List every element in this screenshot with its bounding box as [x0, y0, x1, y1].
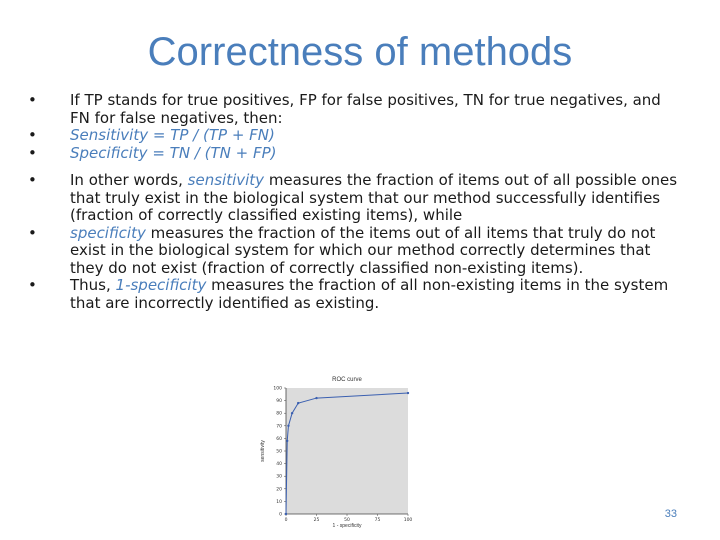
page-number: 33	[664, 508, 677, 520]
roc-data-point	[297, 402, 299, 404]
y-tick-label: 70	[276, 424, 282, 430]
bullet-definitions	[28, 92, 678, 127]
y-tick-label: 30	[276, 474, 282, 480]
slide-title: Correctness of methods	[147, 30, 573, 74]
one-minus-specificity-term: 1-specificity	[115, 276, 207, 294]
y-tick-label: 40	[276, 462, 282, 468]
y-tick-label: 60	[276, 436, 282, 442]
bullet-specificity-formula	[28, 145, 678, 163]
bullet-text: If TP stands for true positives, FP for false positives, TN for true negatives, and FN for false negatives, then:	[70, 91, 661, 127]
x-tick-label: 50	[344, 518, 350, 523]
bullet-sensitivity-explanation	[28, 172, 678, 225]
x-axis-label: 1 - specificity	[332, 523, 362, 528]
roc-data-point	[286, 440, 288, 442]
bullet-text: measures the fraction of items out of all possible ones that truly exist in the biological system that our method successfully identifies (fraction of correctly classified existing items), while	[70, 171, 678, 224]
bullet-dot-icon: •	[28, 223, 37, 242]
bullet-one-minus-specificity	[28, 277, 678, 312]
roc-data-point	[287, 425, 289, 427]
y-axis-label: sensitivity	[260, 440, 266, 462]
bullet-dot-icon: •	[28, 276, 37, 294]
bullet-sensitivity-formula	[28, 127, 678, 145]
roc-data-point	[315, 397, 317, 399]
bullet-list	[28, 92, 678, 312]
plot-area	[286, 388, 408, 514]
bullet-text: measures the fraction of the items out of all items that truly do not exist in the biological system for which our method correctly determines that they do not exist (fraction of correctly classified non-existing items).	[70, 223, 656, 277]
y-tick-label: 100	[273, 386, 282, 392]
bullet-dot-icon: •	[28, 171, 37, 189]
x-tick-label: 75	[374, 518, 381, 523]
roc-data-point	[291, 412, 293, 414]
bullet-text: In other words,	[70, 171, 188, 189]
bullet-dot-icon: •	[28, 126, 37, 144]
chart-title: ROC curve	[332, 377, 362, 383]
sensitivity-formula: Sensitivity = TP / (TP + FN)	[70, 126, 275, 144]
roc-chart	[250, 372, 420, 528]
bullet-text: measures the fraction of all non-existing items in the system that are incorrectly identified as existing.	[70, 276, 669, 312]
y-tick-label: 20	[276, 487, 282, 493]
y-tick-label: 80	[276, 411, 282, 417]
specificity-term: specificity	[70, 223, 146, 242]
bullet-dot-icon: •	[28, 91, 37, 109]
bullet-text: Thus,	[70, 276, 116, 294]
sensitivity-term: sensitivity	[187, 171, 265, 189]
roc-data-point	[285, 513, 287, 515]
y-tick-label: 50	[276, 449, 282, 455]
y-tick-label: 10	[276, 499, 282, 505]
bullet-specificity-explanation	[28, 225, 678, 278]
y-tick-label: 90	[276, 399, 282, 405]
x-tick-label: 0	[284, 518, 288, 523]
x-tick-label: 100	[403, 518, 413, 523]
specificity-formula: Specificity = TN / (TN + FP)	[70, 143, 277, 162]
y-tick-label: 0	[279, 512, 282, 518]
roc-data-point	[407, 392, 409, 394]
x-tick-label: 25	[313, 518, 320, 523]
bullet-dot-icon: •	[28, 143, 37, 162]
